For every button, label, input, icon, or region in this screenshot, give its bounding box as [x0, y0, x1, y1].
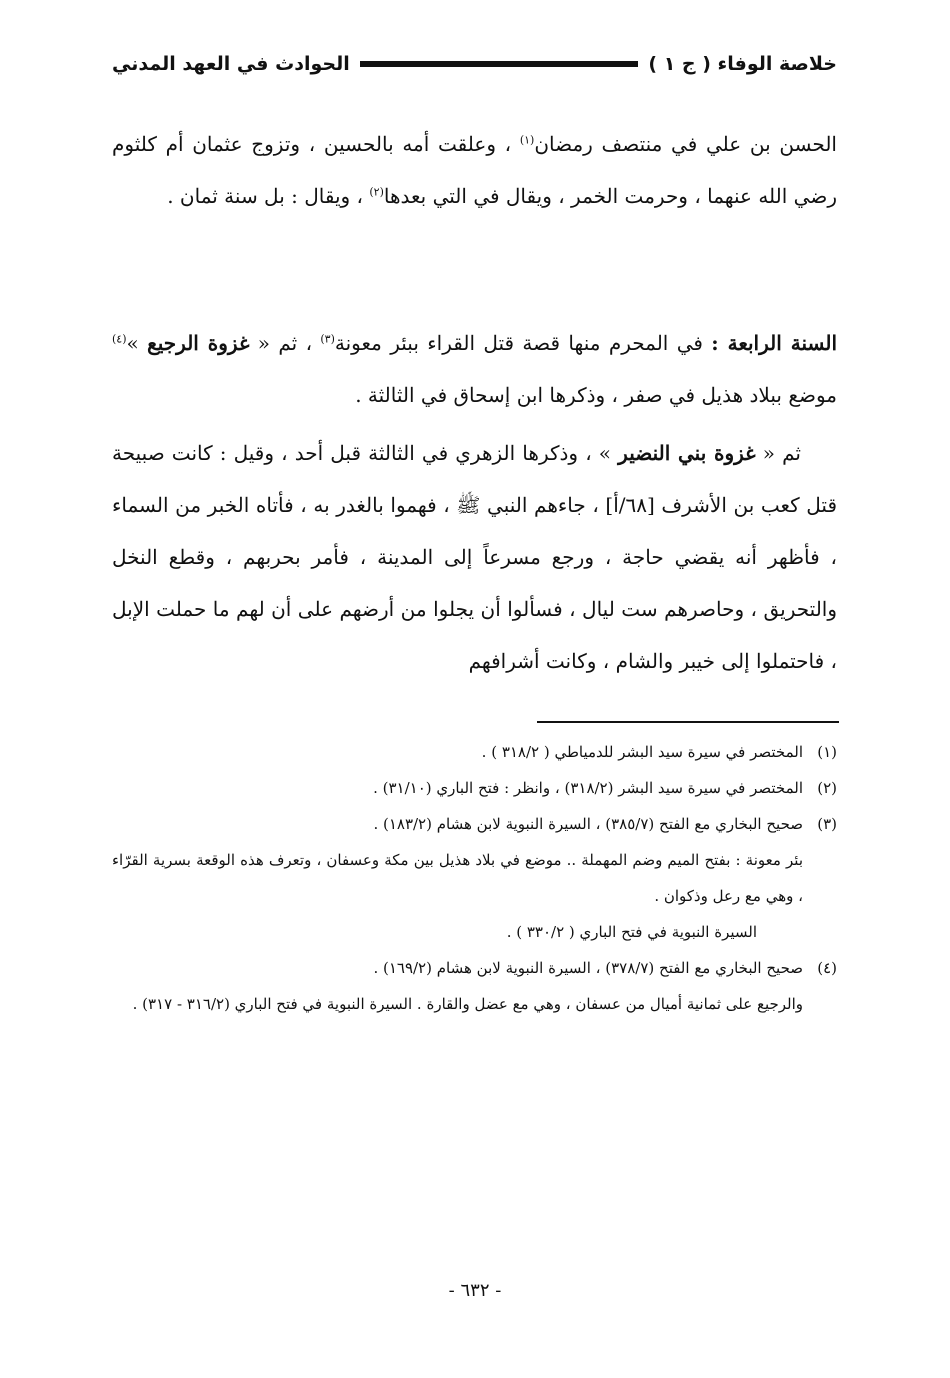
volume-title: خلاصة الوفاء ( ج ١ ) — [648, 53, 837, 75]
footnote-1-number: (١) — [817, 743, 837, 761]
section-title: الحوادث في العهد المدني — [112, 53, 350, 75]
paragraph-3 — [112, 427, 837, 687]
footnote-ref-3[interactable]: (٣) — [320, 332, 335, 346]
footnote-1-text: المختصر في سيرة سيد البشر للدمياطي ( ٣١٨/٢ ) . — [481, 743, 803, 761]
footnote-4-text: صحيح البخاري مع الفتح (٣٧٨/٧) ، السيرة النبوية لابن هشام (١٦٩/٢) . — [373, 959, 803, 977]
footnote-4 — [112, 950, 837, 986]
paragraph-1 — [112, 118, 837, 222]
paragraph-2-text-4: موضع ببلاد هذيل في صفر ، وذكرها ابن إسحاق في الثالثة . — [355, 383, 837, 407]
paragraph-1-text-3: ، ويقال : بل سنة ثمان . — [167, 184, 370, 208]
footnote-2 — [112, 770, 837, 806]
footnote-4-note: والرجيع على ثمانية أميال من عسفان ، وهي مع عضل والقارة . السيرة النبوية في فتح الباري (٣١٦/٢ - ٣١٧) . — [132, 995, 803, 1013]
header-rule — [360, 61, 639, 67]
footnote-3 — [112, 806, 837, 842]
raid-name-rajee: غزوة الرجيع — [147, 331, 250, 355]
paragraph-1-text-2: ، وعلقت أمه بالحسين ، وتزوج عثمان أم كلثوم رضي الله عنهما ، وحرمت الخمر ، ويقال في التي بعدها — [112, 132, 837, 208]
paragraph-2-text-3: » — [126, 331, 148, 355]
footnote-3-number: (٣) — [817, 815, 837, 833]
paragraph-3-text-1: ثم « — [755, 441, 801, 465]
paragraph-2-text: في المحرم منها قصة قتل القراء ببئر معونة — [334, 331, 712, 355]
footnote-1 — [112, 734, 837, 770]
running-header — [112, 44, 837, 84]
footnote-ref-2[interactable]: (٢) — [369, 185, 384, 199]
footnote-3-reference: السيرة النبوية في فتح الباري ( ٣٣٠/٢ ) . — [506, 923, 757, 941]
footnote-separator — [537, 721, 839, 723]
section-heading-year-4: السنة الرابعة : — [711, 331, 837, 355]
raid-name-nadir: غزوة بني النضير — [618, 441, 756, 465]
footnote-2-text: المختصر في سيرة سيد البشر (٣١٨/٢) ، وانظر : فتح الباري (٣١/١٠) . — [373, 779, 803, 797]
paragraph-1-text: الحسن بن علي في منتصف رمضان — [534, 132, 837, 156]
footnote-ref-1[interactable]: (١) — [519, 133, 535, 147]
footnote-3-text: صحيح البخاري مع الفتح (٣٨٥/٧) ، السيرة النبوية لابن هشام (١٨٣/٢) . — [373, 815, 803, 833]
footnotes — [112, 734, 837, 1022]
footnote-ref-4[interactable]: (٤) — [112, 332, 127, 346]
paragraph-3-text-2: » ، وذكرها الزهري في الثالثة قبل أحد ، وقيل : كانت صبيحة قتل كعب بن الأشرف [٦٨/أ] ، جاءهم النبي ﷺ ، فهموا بالغدر به ، فأتاه الخبر من السماء ، فأظهر أنه يقضي حاجة ، ورجع مسرعاً إلى المدينة ، فأمر بحربهم ، وقطع النخل والتحريق ، وحاصرهم ست ليال ، فسألوا أن يجلوا من أرضهم على أن لهم ما حملت الإبل ، فاحتملوا إلى خيبر والشام ، وكانت أشرافهم — [112, 441, 838, 673]
footnote-4-number: (٤) — [817, 959, 837, 977]
footnote-3-note: بئر معونة : بفتح الميم وضم المهملة .. موضع في بلاد هذيل بين مكة وعسفان ، وتعرف هذه الوقعة بسرية القرّاء ، وهي مع رعل وذكوان . — [112, 851, 803, 905]
page-number: - ٦٣٢ - — [448, 1280, 502, 1301]
paragraph-2 — [112, 317, 837, 421]
paragraph-2-text-2: ، ثم « — [249, 331, 321, 355]
footnote-2-number: (٢) — [817, 779, 837, 797]
